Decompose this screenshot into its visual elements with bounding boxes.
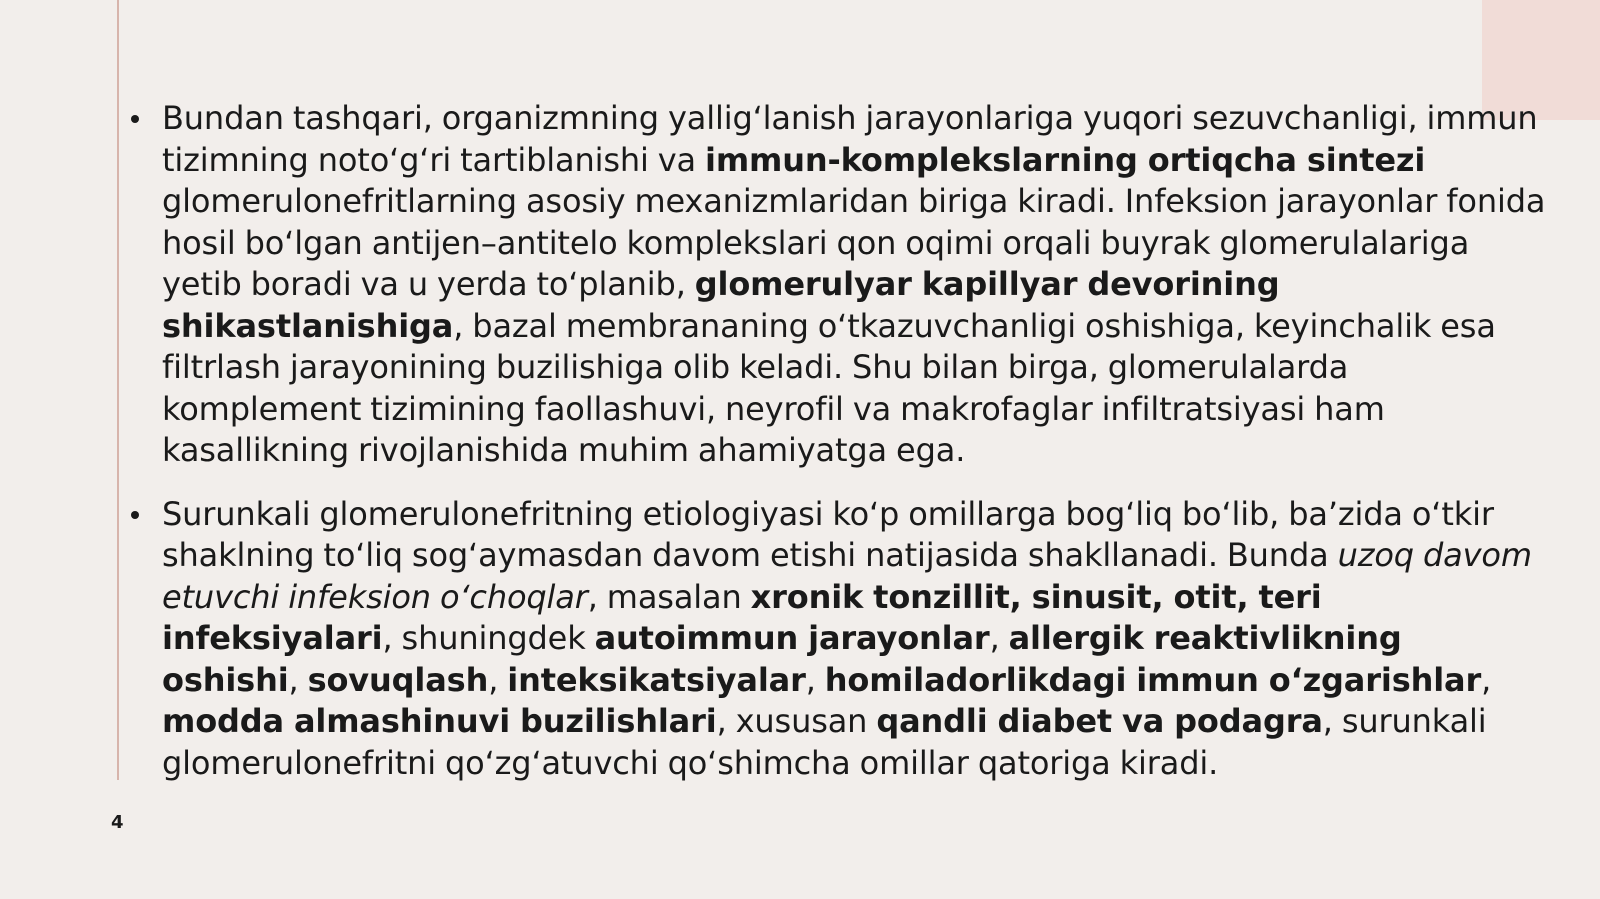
text-segment: , bazal membrananing o‘tkazuvchanligi oshishiga, keyinchalik esa filtrlash jarayonining buzilishiga olib keladi. Shu bilan birga, glomerulalarda komplement tizimining faollashuvi, neyrofil va makrofaglar infiltratsiyasi ham kasallikning rivojlanishida muhim ahamiyatga ega. — [162, 306, 1496, 469]
bold-text-segment: sovuqlash — [307, 660, 489, 699]
italic-text-segment: uzoq davom etuvchi infeksion o‘choqlar — [162, 536, 1532, 616]
bold-text-segment: homiladorlikdagi immun o‘zgarishlar — [824, 660, 1482, 699]
text-segment: , — [288, 660, 308, 699]
bullet-item-mechanisms — [126, 98, 1546, 472]
bold-text-segment: autoimmun jarayonlar — [594, 619, 990, 657]
page-number: 4 — [111, 812, 124, 833]
text-segment: Bundan tashqari, organizmning yallig‘lanish jarayonlariga yuqori sezuvchanligi, immun tizimning noto‘g‘ri tartiblanishi va — [162, 99, 1538, 179]
text-segment: Surunkali glomerulonefritning etiologiyasi ko‘p omillarga bog‘liq bo‘lib, ba’zida o‘tkir shaklning to‘liq sog‘aymasdan davom etishi natijasida shakllanadi. Bunda — [162, 494, 1494, 574]
bullet-dot-icon — [131, 115, 139, 123]
text-segment: , xususan — [716, 702, 877, 740]
bold-text-segment: allergik reaktivlikning oshishi — [162, 619, 1402, 699]
text-segment: , — [989, 619, 1009, 657]
bold-text-segment: immun-komplekslarning ortiqcha sintezi — [705, 140, 1426, 179]
bold-text-segment: qandli diabet va podagra — [876, 702, 1323, 740]
text-segment: , masalan — [587, 577, 751, 616]
text-segment: glomerulonefritlarning asosiy mexanizmlaridan biriga kiradi. Infeksion jarayonlar fonida hosil bo‘lgan antijen–antitelo komplekslari qon oqimi orqali buyrak glomerulalariga yetib boradi va u yerda to‘planib, — [162, 182, 1546, 303]
text-segment: , — [488, 660, 508, 699]
bold-text-segment: modda almashinuvi buzilishlari — [162, 702, 717, 740]
bullet-list — [126, 98, 1546, 784]
slide-content — [126, 98, 1546, 784]
text-segment: , — [1481, 660, 1492, 699]
text-segment: , shuningdek — [382, 619, 595, 657]
vertical-divider-line — [117, 0, 119, 780]
bullet-dot-icon — [131, 511, 139, 519]
text-segment: , — [805, 660, 825, 699]
text-segment: , surunkali glomerulonefritni qo‘zg‘atuvchi qo‘shimcha omillar qatoriga kiradi. — [162, 702, 1487, 782]
bullet-text — [162, 98, 1546, 472]
bold-text-segment: inteksikatsiyalar — [507, 660, 806, 699]
bullet-item-etiology — [126, 494, 1546, 785]
bold-text-segment: glomerulyar kapillyar devorining shikastlanishiga — [162, 265, 1280, 345]
bullet-text — [162, 494, 1546, 785]
bold-text-segment: xronik tonzillit, sinusit, otit, teri infeksiyalari — [162, 577, 1322, 657]
